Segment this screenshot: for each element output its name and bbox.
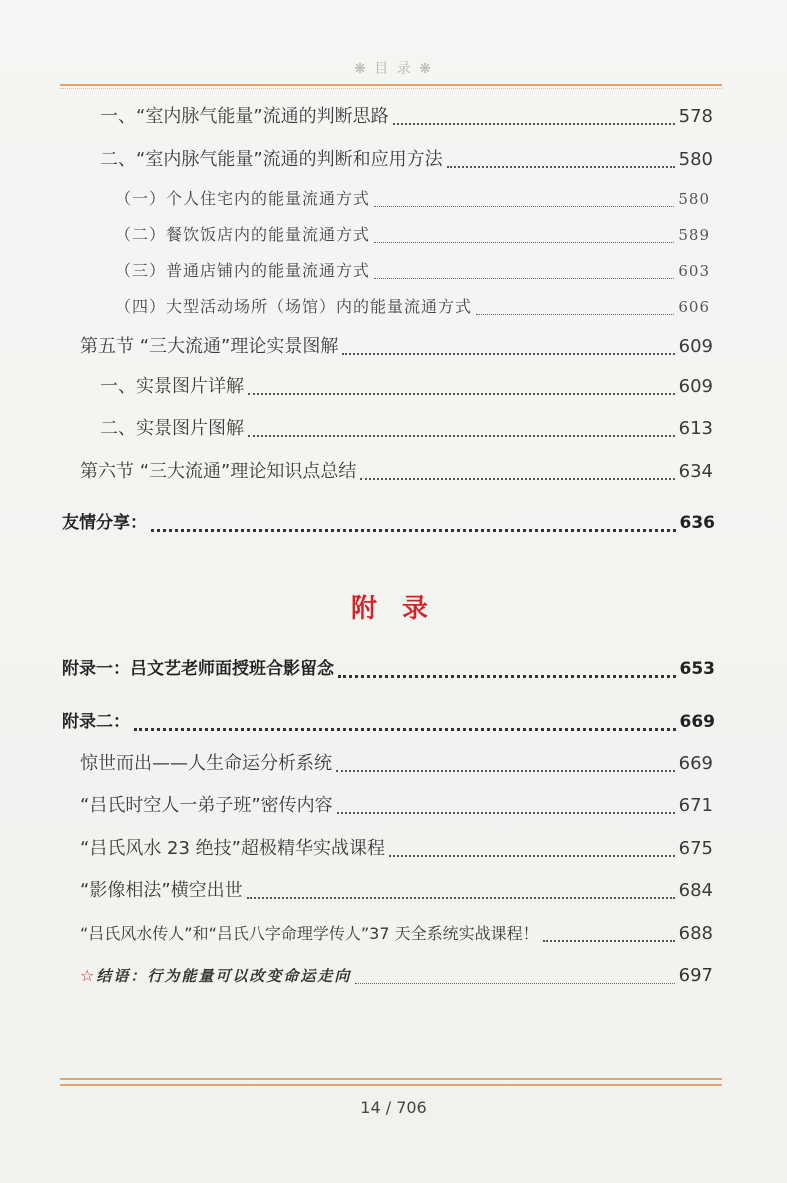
toc-entry[interactable]	[115, 220, 710, 250]
dot-leader	[374, 278, 674, 279]
toc-entry-page: 589	[678, 226, 710, 244]
toc-entry-label: （一）个人住宅内的能量流通方式	[115, 189, 371, 208]
toc-entry-label: 友情分享：	[62, 513, 147, 533]
toc-entry[interactable]	[80, 332, 713, 362]
header-rule-dotted	[60, 88, 722, 89]
toc-entry-page: 606	[678, 298, 710, 316]
toc-entry-page: 603	[678, 262, 710, 280]
dot-leader	[447, 166, 675, 168]
toc-entry[interactable]	[115, 292, 710, 322]
toc-entry-label: 惊世而出——人生命运分析系统	[80, 753, 332, 774]
toc-entry-page: 609	[678, 376, 713, 397]
toc-entry-page: 669	[679, 712, 715, 732]
toc-entry-label: 一、“室内脉气能量”流通的判断思路	[100, 106, 389, 127]
toc-entry[interactable]	[80, 457, 713, 487]
toc-entry[interactable]	[80, 919, 713, 949]
toc-entry-label: 二、实景图片图解	[100, 418, 244, 439]
toc-entry-page: 609	[678, 336, 713, 357]
toc-entry-label: （二）餐饮饭店内的能量流通方式	[115, 225, 371, 244]
dot-leader	[248, 393, 675, 395]
dot-leader	[374, 242, 674, 243]
toc-entry-page: 636	[679, 513, 715, 533]
page-header-title: ❋ 目 录 ❋	[354, 61, 433, 77]
dot-leader	[336, 770, 675, 772]
toc-entry[interactable]	[62, 508, 715, 538]
toc-entry-label: （四）大型活动场所（场馆）内的能量流通方式	[115, 297, 473, 316]
toc-entry[interactable]	[115, 184, 710, 214]
toc-entry[interactable]	[80, 876, 713, 906]
toc-entry[interactable]	[100, 145, 713, 175]
dot-leader	[134, 728, 676, 731]
toc-entry[interactable]	[62, 654, 715, 684]
dot-leader	[248, 435, 675, 437]
toc-entry-page: 578	[678, 106, 713, 127]
toc-entry-page: 675	[678, 838, 713, 859]
dot-leader	[360, 478, 674, 480]
footer-rule	[60, 1078, 722, 1080]
dot-leader	[374, 206, 674, 207]
appendix-heading: 附 录	[350, 594, 437, 624]
toc-entry-label: 第五节 “三大流通”理论实景图解	[80, 336, 339, 357]
toc-entry-page: 684	[678, 880, 713, 901]
toc-entry-page: 634	[678, 461, 713, 482]
toc-entry[interactable]	[80, 791, 713, 821]
toc-entry-label: “吕氏风水传人”和“吕氏八字命理学传人”37 天全系统实战课程！	[80, 924, 539, 943]
toc-entry[interactable]	[100, 372, 713, 402]
dot-leader	[337, 812, 675, 814]
toc-entry-label: “吕氏时空人一弟子班”密传内容	[80, 795, 333, 816]
toc-entry[interactable]	[80, 834, 713, 864]
dot-leader	[393, 123, 675, 125]
toc-entry-page: 669	[678, 753, 713, 774]
toc-entry-label: 二、“室内脉气能量”流通的判断和应用方法	[100, 149, 443, 170]
dot-leader	[355, 983, 674, 984]
toc-entry[interactable]	[100, 414, 713, 444]
toc-entry[interactable]	[115, 256, 710, 286]
toc-entry-label: 附录二：	[62, 712, 130, 732]
toc-entry-page: 613	[678, 418, 713, 439]
dot-leader	[342, 353, 674, 355]
toc-entry-label: 结语：行为能量可以改变命运走向	[96, 967, 352, 985]
dot-leader	[338, 675, 676, 678]
toc-entry[interactable]	[80, 749, 713, 779]
toc-entry-page: 697	[678, 965, 713, 986]
toc-entry[interactable]	[62, 707, 715, 737]
toc-entry-label: （三）普通店铺内的能量流通方式	[115, 261, 371, 280]
dot-leader	[247, 897, 675, 899]
toc-entry-label: 附录一：吕文艺老师面授班合影留念	[62, 659, 334, 679]
toc-entry-page: 580	[678, 190, 710, 208]
star-icon: ☆	[80, 966, 95, 985]
toc-entry-page: 653	[679, 659, 715, 679]
toc-entry[interactable]	[100, 102, 713, 132]
toc-entry[interactable]	[80, 961, 713, 991]
toc-entry-page: 671	[678, 795, 713, 816]
dot-leader	[543, 940, 675, 942]
dot-leader	[389, 855, 675, 857]
toc-entry-label: “吕氏风水 23 绝技”超极精华实战课程	[80, 838, 385, 859]
toc-entry-page: 688	[678, 923, 713, 944]
page-indicator: 14 / 706	[360, 1098, 427, 1117]
footer-rule	[60, 1084, 722, 1086]
toc-entry-page: 580	[678, 149, 713, 170]
toc-entry-label: 第六节 “三大流通”理论知识点总结	[80, 461, 357, 482]
toc-entry-label: “影像相法”横空出世	[80, 880, 243, 901]
dot-leader	[476, 314, 674, 315]
dot-leader	[151, 529, 676, 532]
header-rule	[60, 84, 722, 86]
toc-entry-label: 一、实景图片详解	[100, 376, 244, 397]
